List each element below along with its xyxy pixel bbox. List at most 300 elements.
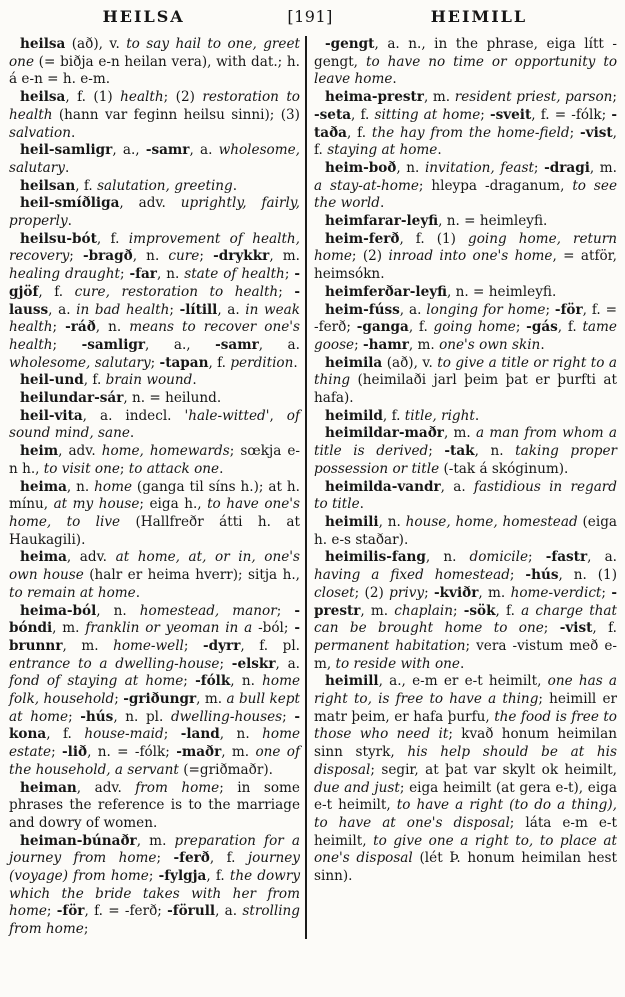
entry-text: ; láta e-m e-t heimilt, (314, 814, 617, 849)
entry-text: ; (119, 266, 130, 283)
definition-text: healing draught (9, 266, 120, 283)
definition-text: in bad health (76, 301, 170, 318)
entry-text: ; (276, 602, 295, 619)
entry-text: , a., e-m er e-t heimilt, (378, 673, 548, 690)
dictionary-entry (314, 89, 617, 160)
definition-text: a charge that can be brought home to one (314, 602, 617, 637)
definition-text: tame goose (314, 319, 617, 353)
entry-text: , n. (132, 248, 169, 265)
headword: heiman (20, 779, 77, 796)
headword: heim-boð (325, 159, 397, 176)
definition-text: going home, return home (314, 230, 617, 265)
entry-text: , a. indecl. ' (82, 407, 189, 424)
definition-text: closet (314, 584, 355, 601)
definition-text: privy (389, 584, 425, 601)
headword: -fólk (195, 673, 231, 690)
entry-text: , f. (346, 124, 372, 141)
definition-text: brain wound (105, 372, 193, 389)
entry-text: (heimilaði jarl þeim þat er þurfti at hafa). (314, 372, 617, 407)
entry-text: , f. (1) (65, 89, 121, 106)
definition-text: journey (voyage) from home (9, 850, 300, 885)
entry-text: , f. (314, 124, 617, 159)
entry-text: , n. (378, 513, 406, 530)
entry-text: . (135, 584, 141, 601)
definition-text: hale-witted (188, 407, 266, 424)
entry-text: (halr er heima hverr); sitja h., (83, 567, 300, 584)
dictionary-entry (9, 443, 300, 478)
entry-text: ; (601, 584, 612, 601)
entry-text: (að), v. (382, 354, 438, 371)
headword: -fastr (545, 549, 588, 566)
headword: heimilda-vandr (325, 478, 441, 495)
headword: -kviðr (434, 584, 479, 601)
dictionary-entry (9, 142, 300, 177)
left-column (0, 36, 305, 939)
entry-text: , n. (156, 266, 185, 283)
headword: heim-ferð (325, 230, 400, 247)
headword: -gjöf (9, 266, 300, 300)
entry-text: (-tak á skóginum). (439, 460, 569, 477)
entry-text: , f. (351, 106, 375, 123)
entry-text: ; (148, 868, 159, 885)
definition-text: home-verdict (510, 584, 602, 601)
definition-text: longing for home (426, 301, 546, 318)
definition-text: home-well (113, 637, 184, 654)
definition-text: the hay from the home-field (371, 124, 570, 141)
entry-text: . (474, 407, 480, 424)
definition-text: from home (135, 779, 220, 796)
headword: -kona (9, 708, 300, 743)
entry-text: . (192, 372, 197, 389)
entry-text: ; (612, 89, 617, 106)
definition-text: dwelling-houses (170, 708, 283, 725)
entry-text: , n. (219, 726, 263, 743)
headword: heima (20, 549, 67, 566)
entry-text: ; (156, 850, 174, 867)
headword: heilsan (20, 177, 76, 194)
entry-text: ; (51, 744, 63, 761)
definition-text: salutation, greeting (97, 177, 233, 194)
entry-text: , adv. (119, 195, 181, 212)
dictionary-entry (9, 89, 300, 142)
entry-text: ; (199, 248, 214, 265)
entry-text: ; (569, 124, 581, 141)
headword: -samr (145, 142, 190, 159)
entry-text: , m. (269, 248, 301, 265)
entry-text: , n. (230, 673, 263, 690)
headword: heimfarar-leyfi (325, 213, 439, 230)
entry-text: ; (282, 708, 295, 725)
headword: -gengt (325, 36, 375, 52)
dictionary-entry (9, 178, 300, 196)
headword: -hús (525, 567, 559, 584)
headword: -brunnr (9, 620, 300, 654)
definition-text: homestead, manor (139, 602, 277, 619)
entry-text: ; (509, 567, 526, 584)
headword: heimilis-fang (325, 549, 426, 566)
definition-text: inroad into one's home (388, 248, 553, 265)
definition-text: to have no time or opportunity to leave home (314, 53, 618, 88)
entry-text: , adv. (76, 779, 136, 796)
headword: heimildar-maðr (325, 425, 444, 442)
headword: -land (180, 726, 220, 743)
headword: -samligr (81, 336, 146, 353)
headword: -far (129, 266, 157, 283)
entry-text: , a. (189, 142, 219, 159)
headword: heimila (325, 354, 383, 371)
headword: -förull (167, 903, 216, 920)
entry-text: ; (150, 354, 160, 371)
right-column (307, 36, 625, 939)
entry-text: , f. (382, 407, 405, 424)
entry-text: , m. (443, 425, 476, 442)
headword: heil-vita (20, 407, 83, 424)
headword: heilundar-sár (20, 390, 124, 407)
entry-text: ; (278, 283, 295, 300)
dictionary-entry (314, 284, 617, 302)
definition-text: cure, restoration to health (74, 283, 279, 300)
headword: -ferð (173, 850, 210, 867)
entry-text: , n. pl. (113, 708, 171, 725)
headword: -seta (314, 106, 352, 123)
headword: -hamr (363, 336, 409, 353)
header-keyword-right: HEIMILL (430, 7, 528, 26)
headword: heilsa (20, 36, 66, 52)
entry-text: , a. (258, 336, 300, 353)
headword: -drykkr (213, 248, 270, 265)
entry-text: . (392, 71, 397, 88)
entry-text: ; sœkja e-n h., (9, 443, 300, 477)
definition-text: to see the world (314, 177, 617, 212)
dictionary-entry (314, 479, 617, 514)
entry-text: , f. = -ferð; (84, 903, 168, 920)
headword: heil-smíðliga (20, 195, 120, 212)
definition-text: cure (168, 248, 200, 265)
entry-text: , n. (1) (558, 567, 618, 584)
entry-text: . (64, 159, 70, 176)
entry-text: ; eiga heimilt (at gera e-t), eiga e-t heimilt, (314, 779, 617, 814)
entry-text: , f. (83, 372, 106, 389)
entry-text: . (232, 177, 238, 194)
entry-text: ; (545, 301, 555, 318)
definition-text: house-maid (84, 726, 164, 743)
entry-text: , f. (495, 602, 522, 619)
entry-text: -ból; (252, 620, 295, 637)
definition-text: home (94, 478, 132, 495)
definition-text: preparation for a journey from home (9, 832, 300, 867)
entry-text: , f. (38, 283, 75, 300)
entry-text: , a. (215, 903, 243, 920)
entry-text: . (129, 425, 135, 442)
definition-text: perdition (230, 354, 294, 371)
headword: -tak (444, 443, 475, 460)
headword: -för (56, 903, 85, 920)
entry-text: ; (46, 903, 57, 920)
entry-text: (ganga til síns h.); at h. mínu, (9, 478, 300, 513)
headword: -prestr (314, 584, 617, 619)
headword: -vist (559, 620, 593, 637)
entry-text: , f. (96, 230, 129, 247)
entry-text: , n. (425, 549, 470, 566)
entry-text: , f. (75, 177, 98, 194)
entry-text: ; in some phrases the reference is to the marriage and dowry of women. (9, 779, 300, 831)
definition-text: of sound mind, sane (9, 407, 300, 442)
dictionary-entry (9, 231, 300, 373)
definition-text: restoration to health (9, 89, 300, 123)
headword: heil-samligr (20, 142, 113, 159)
headword: heim (20, 443, 59, 460)
entry-text: , m. (221, 744, 256, 761)
entry-text: ; (52, 336, 82, 353)
headword: heimill (325, 673, 379, 690)
dictionary-entry (9, 390, 300, 408)
entry-text: (= biðja e-n heilan vera), with dat.; h. á e-n = h. e-m. (9, 53, 300, 88)
entry-text: , f. = -ferð; (314, 301, 617, 336)
dictionary-entry (9, 408, 300, 443)
entry-text: ; hleypa -draganum, (418, 177, 573, 194)
entry-text: . (437, 142, 442, 159)
entry-text: , n. = heilund. (123, 390, 222, 407)
entry-text: (Hallfreðr átti h. at Haukagili). (9, 513, 300, 548)
headword: -sveit (489, 106, 532, 123)
definition-text: invitation, feast (424, 159, 534, 176)
headword: heimferðar-leyfi (325, 283, 448, 300)
definition-text: improvement of health, recovery (9, 230, 300, 265)
definition-text: to have a right (to do a thing), to have at one's disposal (314, 797, 618, 831)
dictionary-entry (314, 160, 617, 213)
dictionary-entry (314, 673, 617, 885)
entry-text: , a. n., in the phrase, eiga lítt -gengt, (314, 36, 617, 70)
dictionary-entry (314, 36, 617, 89)
definition-text: to give one a right to, to place at one's disposal (314, 832, 618, 867)
headword: heima-prestr (325, 89, 424, 106)
entry-text: (hann var feginn heilsu sinni); (3) (52, 106, 300, 123)
definition-text: at home, at, or in, one's own house (9, 549, 300, 584)
entry-text: . (359, 496, 364, 513)
entry-text: ; eiga h., (139, 496, 208, 513)
definition-text: to reside with one (335, 655, 460, 672)
headword: heiman-búnaðr (20, 832, 137, 849)
definition-text: uprightly, fairly, properly (9, 195, 300, 230)
definition-text: entrance to a dwelling-house (9, 655, 220, 672)
definition-text: a stay-at-home (314, 177, 419, 194)
page-header (0, 7, 625, 27)
definition-text: salvation (9, 124, 71, 141)
headword: heimild (325, 407, 383, 424)
entry-text: ; heimill er matr þeim, er hafa þurfu, (314, 691, 617, 725)
entry-text: ; (354, 336, 363, 353)
definition-text: to give a title or right to a thing (314, 354, 617, 389)
entry-text: ; (453, 602, 464, 619)
definition-text: strolling from home (9, 903, 301, 938)
headword: -gás (526, 319, 558, 336)
entry-text: , a. (587, 549, 617, 566)
entry-text: ; (183, 637, 204, 654)
entry-text: , a., (112, 142, 146, 159)
definition-text: home estate (9, 726, 300, 761)
definition-text: at my house (53, 496, 140, 513)
headword: -tapan (159, 354, 209, 371)
entry-text: , a. (48, 301, 77, 318)
dictionary-entry (314, 549, 617, 673)
headword: -fylgja (158, 868, 207, 885)
entry-text: . (219, 460, 224, 477)
dictionary-entry (314, 231, 617, 284)
definition-text: having a fixed homestead (314, 567, 510, 584)
dictionary-entry (9, 479, 300, 550)
headword: -lítill (179, 301, 218, 318)
entry-text: , f. (592, 620, 617, 637)
entry-text: ; (68, 708, 81, 725)
entry-text: , f. (46, 726, 85, 743)
definition-text: permanent habitation (314, 637, 466, 654)
entry-text: , a., (145, 336, 216, 353)
dictionary-entry (314, 302, 617, 355)
entry-text: (að), v. (65, 36, 127, 52)
entry-text: , f. (557, 319, 583, 336)
definition-text: to attack one (128, 460, 220, 477)
definition-text: home folk, household (9, 673, 301, 708)
headword: -maðr (176, 744, 222, 761)
definition-text: going home (433, 319, 516, 336)
definition-text: to say hail to one, greet one (9, 36, 300, 70)
dictionary-entry (314, 425, 617, 478)
definition-text: franklin or yeoman in a (85, 620, 253, 637)
definition-text: state of health (184, 266, 285, 283)
definition-text: sitting at home (374, 106, 481, 123)
entry-text: , f. (408, 319, 434, 336)
entry-text: ; (2) (163, 89, 203, 106)
dictionary-entry (9, 195, 300, 230)
entry-text: , f. (206, 868, 230, 885)
entry-text: ; (424, 584, 434, 601)
definition-text: means to recover one's health (9, 319, 300, 353)
entry-text: ; (183, 673, 196, 690)
entry-text: (eiga h. e-s staðar). (314, 513, 617, 548)
definition-text: one's own skin (439, 336, 541, 353)
entry-text: , n. (95, 319, 130, 336)
definition-text: wholesome, salutary (9, 142, 300, 176)
definition-text: fastidious in regard to title (314, 478, 618, 513)
entry-text: , m. (360, 602, 395, 619)
definition-text: one of the household, a servant (9, 744, 300, 778)
entry-text: ; vera -vistum með e-m, (314, 637, 617, 672)
entry-text: , adv. (66, 549, 116, 566)
headword: -bragð (83, 248, 133, 265)
dictionary-entry (314, 408, 617, 426)
entry-text: ; (533, 159, 545, 176)
entry-text: ; kvað honum heimilan sinn styrk, (314, 726, 617, 761)
definition-text: wholesome, salutary (9, 354, 151, 371)
definition-text: to visit one (43, 460, 120, 477)
entry-text: ; (169, 301, 180, 318)
dictionary-entry (9, 833, 300, 939)
entry-text: ; (114, 691, 124, 708)
definition-text: taking proper possession or title (314, 443, 618, 477)
definition-text: one has a right to, is free to have a thing (314, 673, 617, 708)
entry-text: ; (428, 443, 445, 460)
entry-text: , m. (62, 637, 114, 654)
headword: heimili (325, 513, 379, 530)
entry-text: . (459, 655, 465, 672)
definition-text: the dowry which the bride takes with her from home (9, 868, 300, 920)
entry-text: ', (265, 407, 287, 424)
definition-text: home, homewards (101, 443, 230, 460)
entry-text: (=griðmaðr). (178, 761, 273, 778)
definition-text: staying at home (327, 142, 438, 159)
entry-text: ; (163, 726, 181, 743)
definition-text: to remain at home (9, 584, 136, 601)
entry-text: , a. (275, 655, 300, 672)
headword: heima-ból (20, 602, 97, 619)
headword: -taða (314, 106, 617, 141)
entry-text: ; (52, 319, 66, 336)
entry-text: ; (528, 549, 546, 566)
headword: -lið (62, 744, 88, 761)
entry-text: (lét Þ. honum heimilan hest sinn). (314, 850, 617, 885)
page-number: [191] (287, 7, 333, 26)
dictionary-entry (314, 355, 617, 408)
entry-text: ; (219, 655, 232, 672)
entry-text: ; (2) (354, 584, 390, 601)
definition-text: fond of staying at home (9, 673, 184, 690)
headword: -vist (580, 124, 613, 141)
dictionary-entry (314, 213, 617, 231)
definition-text: title, right (404, 407, 475, 424)
entry-text: ; (119, 460, 129, 477)
entry-text: ; segir, at þat var skylt ok heimilt, (370, 761, 617, 778)
headword: heilsa (20, 89, 66, 106)
headword: -ráð (65, 319, 96, 336)
header-keyword-left: HEILSA (102, 7, 185, 26)
entry-text: , a. (440, 478, 474, 495)
headword: -lauss (9, 283, 300, 318)
headword: -griðungr (123, 691, 197, 708)
headword: -elskr (231, 655, 276, 672)
entry-text: , f. pl. (240, 637, 300, 654)
headword: -samr (215, 336, 259, 353)
entry-text: ; (284, 266, 295, 283)
entry-text: , f. (1) (399, 230, 469, 247)
headword: heim-fúss (325, 301, 400, 318)
entry-text: , m. (408, 336, 440, 353)
text-columns (0, 36, 625, 939)
entry-text: , m. (196, 691, 227, 708)
entry-text: . (67, 213, 72, 230)
entry-text: , n. = -fólk; (87, 744, 177, 761)
entry-text: ; (515, 319, 527, 336)
entry-text: , n. (474, 443, 516, 460)
entry-text: , f. (209, 850, 248, 867)
dictionary-entry (9, 372, 300, 390)
definition-text: a man from whom a title is derived (314, 425, 617, 460)
definition-text: health (120, 89, 164, 106)
definition-text: resident priest, parson (454, 89, 613, 106)
entry-text: . (540, 336, 545, 353)
entry-text: ; (83, 921, 89, 938)
entry-text: , m. (423, 89, 455, 106)
entry-text: , f. (208, 354, 231, 371)
headword: -hús (80, 708, 114, 725)
entry-text: , f. = -fólk; (531, 106, 612, 123)
entry-text: , n. (96, 602, 140, 619)
headword: -för (554, 301, 583, 318)
definition-text: his help should be at his disposal (314, 744, 617, 778)
entry-text: , n. = heimleyfi. (438, 213, 548, 230)
entry-text: , adv. (58, 443, 102, 460)
headword: heil-und (20, 372, 84, 389)
dictionary-entry (9, 780, 300, 833)
